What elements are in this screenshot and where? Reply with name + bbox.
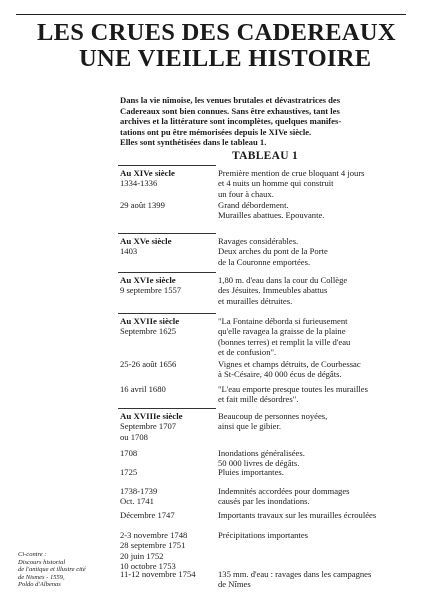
date-line: 20 juin 1752 bbox=[120, 550, 164, 561]
date-line: 16 avril 1680 bbox=[120, 384, 166, 394]
description-line: Murailles abattues. Epouvante. bbox=[218, 210, 325, 221]
date-line: 10 octobre 1753 bbox=[120, 561, 176, 572]
description-line: Grand débordement. bbox=[218, 200, 289, 210]
description-line: à St-Césaire, 40 000 écus de dégâts. bbox=[218, 369, 342, 380]
caption-line: Ci-contre : bbox=[18, 551, 47, 558]
row-date bbox=[120, 411, 220, 442]
row-date bbox=[120, 384, 220, 394]
row-description bbox=[218, 467, 418, 477]
row-date bbox=[120, 448, 220, 458]
century-rule bbox=[118, 233, 216, 234]
row-date bbox=[120, 316, 220, 337]
description-line: 135 mm. d'eau : ravages dans les campagnes bbox=[218, 569, 372, 579]
date-line: 1708 bbox=[120, 448, 138, 458]
caption-line: Discours historial bbox=[18, 558, 66, 566]
table-title: TABLEAU 1 bbox=[232, 150, 299, 162]
date-line: 28 septembre 1751 bbox=[120, 540, 186, 551]
description-line: ainsi que le gibier. bbox=[218, 421, 282, 432]
row-description bbox=[218, 316, 418, 358]
row-description bbox=[218, 530, 418, 540]
description-line: Deux arches du pont de la Porte bbox=[218, 246, 328, 257]
century-rule bbox=[118, 165, 216, 166]
row-date bbox=[120, 530, 220, 572]
date-line: 1403 bbox=[120, 246, 138, 257]
caption-line: Poldo d'Albenas bbox=[18, 581, 61, 589]
intro-paragraph bbox=[120, 95, 408, 148]
row-description bbox=[218, 359, 418, 380]
century-rule bbox=[118, 408, 216, 409]
description-line: Inondations généralisées. bbox=[218, 448, 305, 458]
title-line-1: LES CRUES DES CADEREAUX bbox=[37, 19, 396, 46]
description-line: et fait mille désordres". bbox=[218, 394, 299, 405]
row-description bbox=[218, 448, 418, 469]
caption-line: de Nismes - 1559, bbox=[18, 573, 65, 581]
row-description bbox=[218, 384, 418, 405]
row-description bbox=[218, 200, 418, 221]
century-rule bbox=[118, 313, 216, 314]
row-date bbox=[120, 200, 220, 210]
description-line: (bonnes terres) et remplit la ville d'eau bbox=[218, 336, 351, 347]
date-line: 25-26 août 1656 bbox=[120, 359, 177, 369]
date-line: 1334-1336 bbox=[120, 178, 158, 189]
date-line: Décembre 1747 bbox=[120, 510, 175, 520]
date-line: 9 septembre 1557 bbox=[120, 285, 182, 296]
row-date bbox=[120, 359, 220, 369]
row-description bbox=[218, 411, 418, 432]
century-label: Au XVe siècle bbox=[120, 236, 172, 246]
description-line: Pluies importantes. bbox=[218, 467, 284, 477]
description-line: Indemnités accordées pour dommages bbox=[218, 486, 350, 496]
row-date bbox=[120, 467, 220, 477]
description-line: et de confusion". bbox=[218, 347, 277, 358]
description-line: des Jésuites. Immeubles abattus bbox=[218, 285, 328, 296]
century-label: Au XVIIIe siècle bbox=[120, 411, 183, 421]
intro-line: Dans la vie nîmoise, les venues brutales et dévastratrices des bbox=[120, 95, 341, 105]
description-line: "L'eau emporte presque toutes les murailles bbox=[218, 384, 368, 394]
row-date bbox=[120, 275, 220, 296]
description-line: Première mention de crue bloquant 4 jours bbox=[218, 168, 365, 178]
description-line: de la Couronne emportées. bbox=[218, 256, 311, 267]
row-date bbox=[120, 569, 220, 579]
date-line: Septembre 1707 bbox=[120, 421, 177, 432]
intro-line: tations ont pu être mémorisées depuis le XIVe siècle. bbox=[120, 126, 312, 137]
row-date bbox=[120, 510, 220, 520]
date-line: Septembre 1625 bbox=[120, 326, 177, 337]
row-description bbox=[218, 168, 418, 199]
intro-line: Elles sont synthétisées dans le tableau 1. bbox=[120, 137, 267, 148]
title-line-2: UNE VIEILLE HISTOIRE bbox=[79, 45, 372, 72]
date-line: ou 1708 bbox=[120, 431, 148, 442]
date-line: Oct. 1741 bbox=[120, 496, 154, 507]
description-line: et 4 nuits un homme qui construit bbox=[218, 178, 334, 189]
row-description bbox=[218, 510, 418, 520]
century-rule bbox=[118, 272, 216, 273]
date-line: 2-3 novembre 1748 bbox=[120, 530, 188, 540]
intro-line: archives et la littérature sont incomplètes, quelques manifes- bbox=[120, 116, 342, 127]
description-line: et murailles détruites. bbox=[218, 295, 293, 306]
century-label: Au XVIe siècle bbox=[120, 275, 176, 285]
century-label: Au XIVe siècle bbox=[120, 168, 175, 178]
row-date bbox=[120, 168, 220, 189]
intro-line: Cadereaux sont bien connues. Sans être exhaustives, tant les bbox=[120, 105, 340, 116]
description-line: Vignes et champs détruits, de Courbessac bbox=[218, 359, 361, 369]
date-line: 11-12 novembre 1754 bbox=[120, 569, 196, 579]
description-line: 1,80 m. d'eau dans la cour du Collège bbox=[218, 275, 348, 285]
description-line: qu'elle ravagea la graisse de la plaine bbox=[218, 326, 346, 337]
row-description bbox=[218, 236, 418, 267]
description-line: Importants travaux sur les murailles écroulées bbox=[218, 510, 377, 520]
description-line: Ravages considérables. bbox=[218, 236, 299, 246]
description-line: un four à chaux. bbox=[218, 188, 274, 199]
description-line: causés par les inondations. bbox=[218, 496, 310, 507]
date-line: 29 août 1399 bbox=[120, 200, 165, 210]
image-caption bbox=[18, 551, 104, 589]
description-line: Beaucoup de personnes noyées, bbox=[218, 411, 328, 421]
description-line: Précipitations importantes bbox=[218, 530, 308, 540]
description-line: "La Fontaine déborda si furieusement bbox=[218, 316, 348, 326]
row-description bbox=[218, 275, 418, 306]
row-date bbox=[120, 486, 220, 507]
date-line: 1738-1739 bbox=[120, 486, 158, 496]
caption-line: de l'antique et illustre cité bbox=[18, 566, 86, 574]
row-description bbox=[218, 486, 418, 507]
top-rule bbox=[16, 14, 406, 15]
date-line: 1725 bbox=[120, 467, 138, 477]
row-description bbox=[218, 569, 418, 590]
description-line: de Nîmes bbox=[218, 579, 251, 590]
century-label: Au XVIIe siècle bbox=[120, 316, 180, 326]
row-date bbox=[120, 236, 220, 257]
description-line: 50 000 livres de dégâts. bbox=[218, 458, 300, 469]
